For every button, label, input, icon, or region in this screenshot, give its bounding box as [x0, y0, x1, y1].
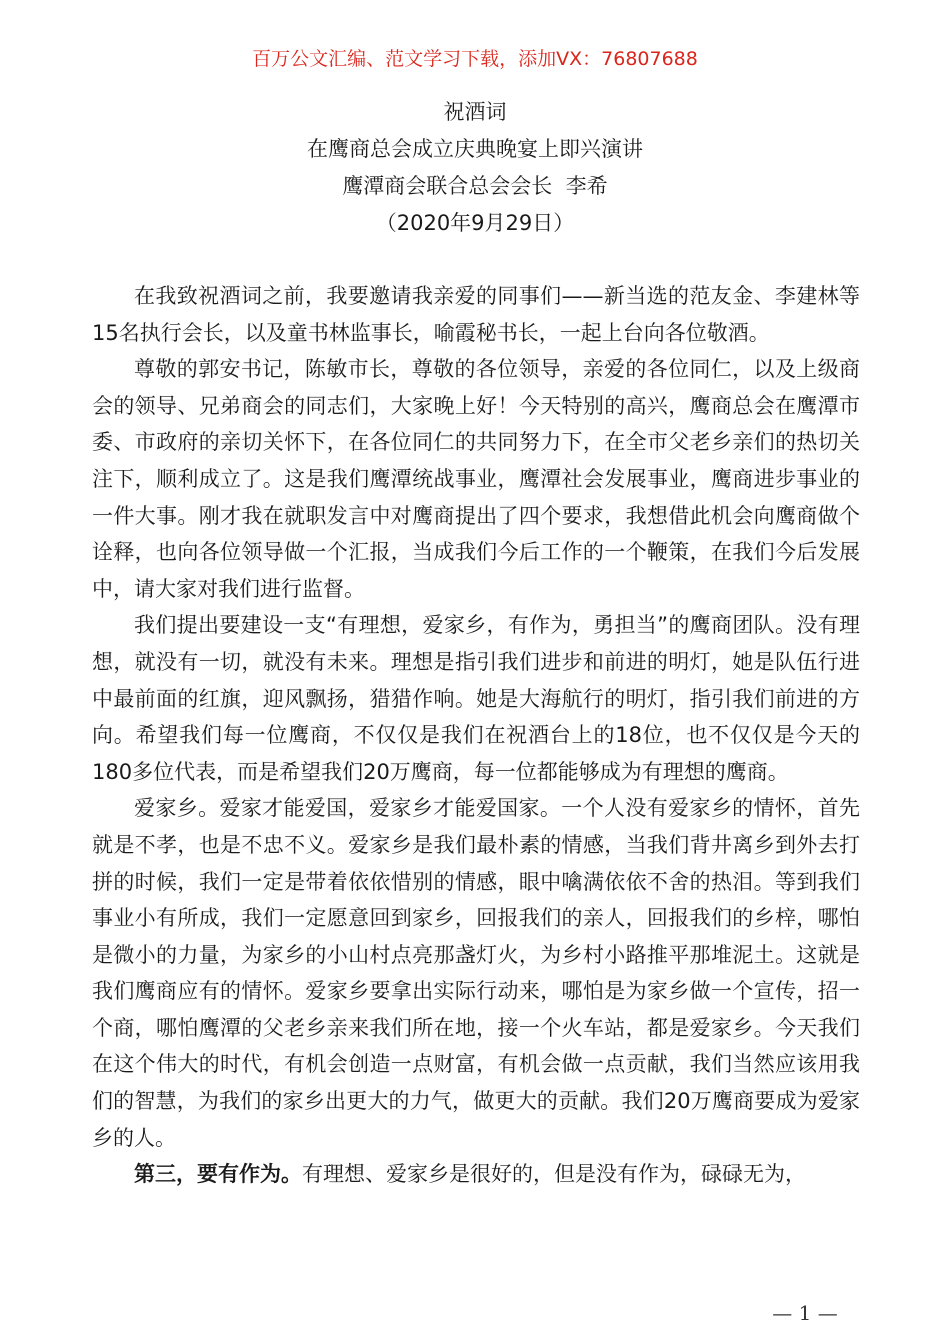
speech-body — [92, 278, 860, 1193]
paragraph-3: 我们提出要建设一支“有理想，爱家乡，有作为，勇担当”的鹰商团队。没有理想，就没有一切，就没有未来。理想是指引我们进步和前进的明灯，她是队伍行进中最前面的红旗，迎风飘扬，猎猎作响。她是大海航行的明灯，指引我们前进的方向。希望我们每一位鹰商，不仅仅是我们在祝酒台上的18位，也不仅仅是今天的180多位代表，而是希望我们20万鹰商，每一位都能够成为有理想的鹰商。 — [92, 613, 860, 784]
date-line: （2020年9月29日） — [375, 211, 575, 235]
paragraph-1: 在我致祝酒词之前，我要邀请我亲爱的同事们——新当选的范友金、李建林等15名执行会长，以及童书林监事长，喻霞秘书长，一起上台向各位敬酒。 — [92, 284, 860, 345]
paragraph-5 — [92, 1156, 860, 1193]
paragraph-5-lead: 第三，要有作为。 — [134, 1162, 302, 1187]
paragraph-2: 尊敬的郭安书记，陈敏市长，尊敬的各位领导，亲爱的各位同仁，以及上级商会的领导、兄弟商会的同志们，大家晚上好！今天特别的高兴，鹰商总会在鹰潭市委、市政府的亲切关怀下，在各位同仁的共同努力下，在全市父老乡亲们的热切关注下，顺利成立了。这是我们鹰潭统战事业，鹰潭社会发展事业，鹰商进步事业的一件大事。刚才我在就职发言中对鹰商提出了四个要求，我想借此机会向鹰商做个诠释，也向各位领导做一个汇报，当成我们今后工作的一个鞭策，在我们今后发展中，请大家对我们进行监督。 — [92, 357, 860, 601]
paragraph-5-text: 有理想、爱家乡是很好的，但是没有作为，碌碌无为， — [302, 1162, 806, 1187]
document-title: 祝酒词 — [443, 100, 507, 124]
title-block — [0, 94, 950, 242]
author-line: 鹰潭商会联合总会会长 李希 — [342, 174, 608, 198]
page-number: — 1 — — [772, 1301, 838, 1325]
document-subtitle: 在鹰商总会成立庆典晚宴上即兴演讲 — [307, 137, 643, 161]
download-banner: 百万公文汇编、范文学习下载，添加VX：76807688 — [252, 48, 698, 70]
paragraph-4: 爱家乡。爱家才能爱国，爱家乡才能爱国家。一个人没有爱家乡的情怀，首先就是不孝，也是不忠不义。爱家乡是我们最朴素的情感，当我们背井离乡到外去打拼的时候，我们一定是带着依依惜别的情感，眼中噙满依依不舍的热泪。等到我们事业小有所成，我们一定愿意回到家乡，回报我们的亲人，回报我们的乡梓，哪怕是微小的力量，为家乡的小山村点亮那盏灯火，为乡村小路推平那堆泥土。这就是我们鹰商应有的情怀。爱家乡要拿出实际行动来，哪怕是为家乡做一个宣传，招一个商，哪怕鹰潭的父老乡亲来我们所在地，接一个火车站，都是爱家乡。今天我们在这个伟大的时代，有机会创造一点财富，有机会做一点贡献，我们当然应该用我们的智慧，为我们的家乡出更大的力气，做更大的贡献。我们20万鹰商要成为爱家乡的人。 — [92, 796, 860, 1150]
